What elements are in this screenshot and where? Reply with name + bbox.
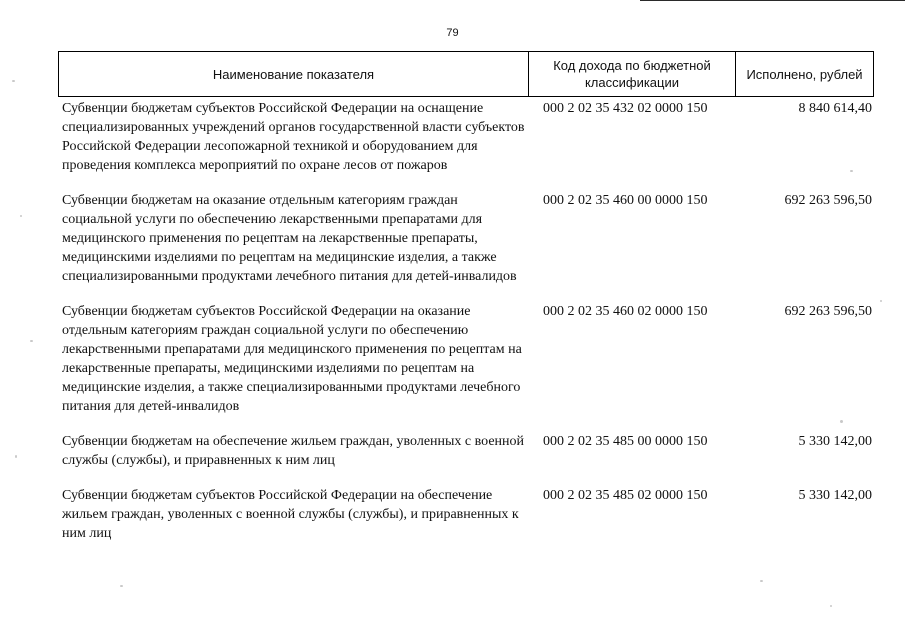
scan-speck [760, 580, 763, 582]
row-amount: 5 330 142,00 [798, 434, 872, 449]
scan-speck [830, 605, 832, 607]
header-amount: Исполнено, рублей [746, 66, 863, 82]
row-code: 000 2 02 35 432 02 0000 150 [543, 101, 708, 116]
row-description: Субвенции бюджетам на оказание отдельным категориям граждан социальной услуги по обеспечению лекарственными препаратами для медицинского применения по рецептам на лекарственные препараты, медицинскими изделиями по рецептам на медицинские изделия, а также специализированными продуктами лечебного питания для детей-инвалидов [62, 193, 517, 284]
row-amount: 692 263 596,50 [784, 304, 872, 319]
row-code: 000 2 02 35 485 00 0000 150 [543, 434, 708, 449]
table-body [58, 99, 874, 559]
row-description: Субвенции бюджетам субъектов Российской Федерации на оснащение специализированных учреждений органов государственной власти субъектов Российской Федерации лесопожарной техникой и оборудованием для проведения комплекса мероприятий по охране лесов от пожаров [62, 101, 525, 173]
row-code: 000 2 02 35 460 02 0000 150 [543, 304, 708, 319]
scan-speck [30, 340, 33, 342]
scan-speck [15, 455, 17, 458]
scan-edge-line [640, 0, 905, 1]
scan-speck [840, 420, 843, 423]
scan-speck [20, 215, 22, 217]
row-code: 000 2 02 35 485 02 0000 150 [543, 488, 708, 503]
row-amount: 5 330 142,00 [798, 488, 872, 503]
table-row [58, 486, 874, 543]
scan-speck [120, 585, 123, 587]
scan-speck [850, 170, 853, 172]
row-code: 000 2 02 35 460 00 0000 150 [543, 193, 708, 208]
table-row [58, 191, 874, 286]
table-row [58, 302, 874, 416]
table-row [58, 432, 874, 470]
table-row [58, 99, 874, 175]
header-name: Наименование показателя [59, 52, 529, 96]
row-description: Субвенции бюджетам на обеспечение жильем граждан, уволенных с военной службы (службы), и приравненных к ним лиц [62, 434, 525, 468]
page-number: 79 [446, 27, 459, 39]
scan-speck [12, 80, 15, 82]
row-amount: 8 840 614,40 [798, 101, 872, 116]
row-amount: 692 263 596,50 [784, 193, 872, 208]
row-description: Субвенции бюджетам субъектов Российской Федерации на обеспечение жильем граждан, уволенных с военной службы (службы), и приравненных к ним лиц [62, 488, 519, 541]
header-code: Код дохода по бюджетной классификации [529, 52, 736, 96]
scan-speck [880, 300, 882, 302]
row-description: Субвенции бюджетам субъектов Российской Федерации на оказание отдельным категориям граждан социальной услуги по обеспечению лекарственными препаратами для медицинского применения по рецептам на лекарственные препараты, медицинскими изделиями по рецептам на медицинские изделия, а также специализированными продуктами лечебного питания для детей-инвалидов [62, 304, 522, 414]
table-header [58, 51, 874, 97]
